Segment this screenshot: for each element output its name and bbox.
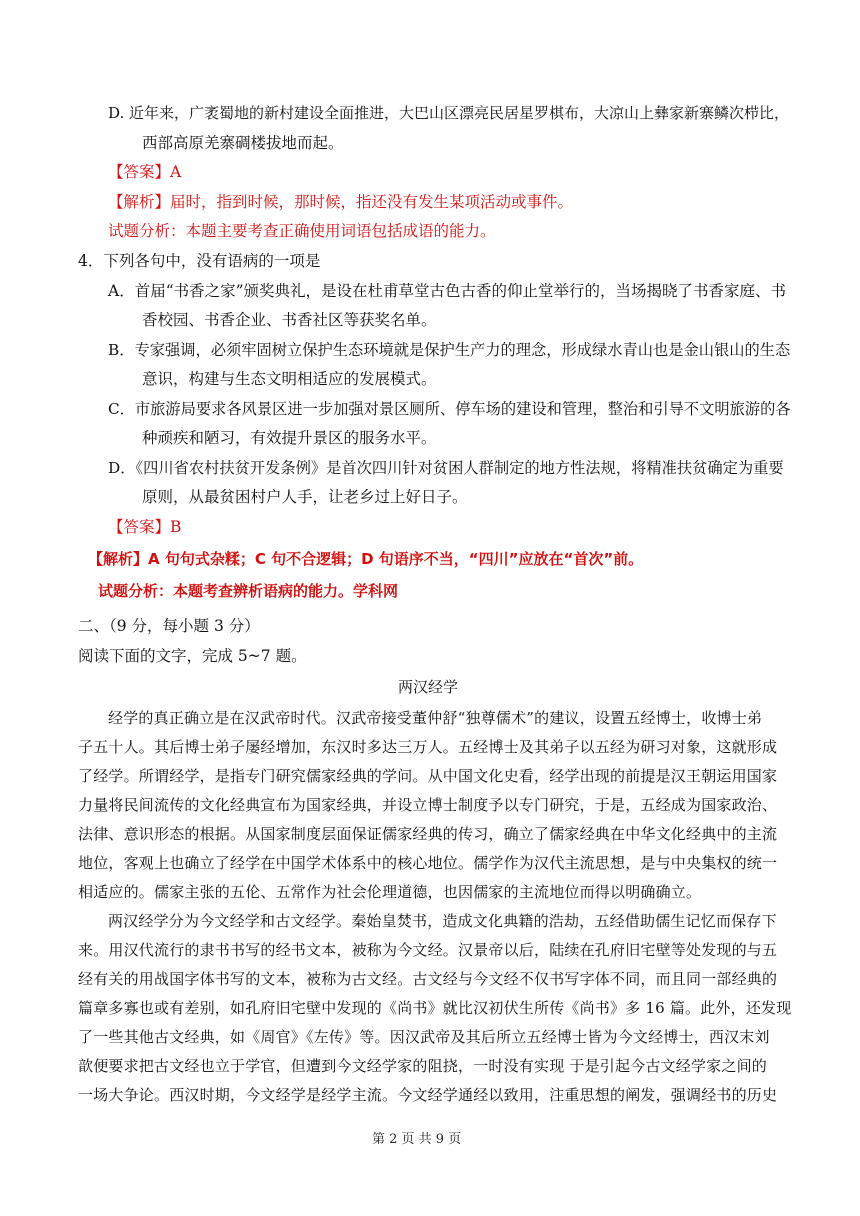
section-heading: 二、（9 分，每小题 3 分） [78, 617, 260, 635]
passage-line: 法律、意识形态的根据。从国家制度层面保证儒家经典的传习，确立了儒家经典在中华文化经典中的主流 [78, 825, 778, 843]
q4-option-b-line2: 意识，构建与生态文明相适应的发展模式。 [142, 370, 437, 388]
passage-line: 子五十人。其后博士弟子屡经增加，东汉时多达三万人。五经博士及其弟子以五经为研习对象，这就形成 [78, 738, 778, 756]
page-number: 第 2 页 共 9 页 [372, 1132, 462, 1147]
passage-line: 相适应的。儒家主张的五伦、五常作为社会伦理道德，也因儒家的主流地位而得以明确确立。 [78, 883, 702, 901]
q3-test-analysis: 试题分析：本题主要考查正确使用词语包括成语的能力。 [108, 222, 496, 240]
q3-option-d-line2: 西部高原羌寨碉楼拔地而起。 [142, 134, 344, 152]
passage-line: 力量将民间流传的文化经典宣布为国家经典，并设立博士制度予以专门研究，于是，五经成为国家政治、 [78, 796, 778, 814]
q4-option-a-line1: A．首届“书香之家”颁奖典礼，是设在杜甫草堂古色古香的仰止堂举行的，当场揭晓了书香家庭、书 [108, 282, 787, 300]
q4-option-b-line1: B．专家强调，必须牢固树立保护生态环境就是保护生产力的理念，形成绿水青山也是金山银山的生态 [108, 341, 791, 359]
q4-question: 4．下列各句中，没有语病的一项是 [78, 252, 321, 270]
passage-line: 了一些其他古文经典，如《周官》《左传》等。因汉武帝及其后所立五经博士皆为今文经博士，西汉末刘 [78, 1028, 770, 1046]
q4-option-c-line1: C．市旅游局要求各风景区进一步加强对景区厕所、停车场的建设和管理，整治和引导不文明旅游的各 [108, 400, 791, 418]
passage-line: 两汉经学分为今文经学和古文经学。秦始皇焚书，造成文化典籍的浩劫，五经借助儒生记忆而保存下 [108, 912, 777, 930]
passage-line: 经学的真正确立是在汉武帝时代。汉武帝接受董仲舒“独尊儒术”的建议，设置五经博士，收博士弟 [108, 709, 763, 727]
q4-analysis: 【解析】A 句句式杂糅；C 句不合逻辑；D 句语序不当，“四川”应放在“首次”前。 [88, 550, 644, 568]
passage-line: 地位，客观上也确立了经学在中国学术体系中的核心地位。儒学作为汉代主流思想，是与中央集权的统一 [78, 854, 778, 872]
q4-option-d-line2: 原则，从最贫困村户人手，让老乡过上好日子。 [142, 488, 468, 506]
passage-line: 来。用汉代流行的隶书书写的经书文本，被称为今文经。汉景帝以后，陆续在孔府旧宅壁等处发现的与五 [78, 941, 778, 959]
passage-line: 了经学。所谓经学，是指专门研究儒家经典的学问。从中国文化史看，经学出现的前提是汉王朝运用国家 [78, 767, 778, 785]
q3-answer: 【答案】A [108, 163, 182, 181]
passage-line: 篇章多寡也或有差别，如孔府旧宅壁中发现的《尚书》就比汉初伏生所传《尚书》多 16 篇。此外，还发现 [78, 999, 792, 1017]
q4-answer: 【答案】B [108, 518, 182, 536]
q4-option-a-line2: 香校园、书香企业、书香社区等获奖名单。 [142, 311, 437, 329]
q4-test-analysis: 试题分析：本题考查辨析语病的能力。学科网 [98, 582, 399, 600]
q4-option-d-line1: D．《四川省农村扶贫开发条例》是首次四川针对贫困人群制定的地方性法规，将精准扶贫确定为重要 [108, 459, 784, 477]
q3-analysis: 【解析】届时，指到时候，那时候，指还没有发生某项活动或事件。 [108, 193, 574, 211]
passage-line: 歆便要求把古文经也立于学官，但遭到今文经学家的阻挠，一时没有实现 于是引起今古文经学家之间的 [78, 1057, 767, 1075]
passage-line: 经有关的用战国字体书写的文本，被称为古文经。古文经与今文经不仅书写字体不同，而且同一部经典的 [78, 970, 778, 988]
q3-option-d-line1: D. 近年来，广袤蜀地的新村建设全面推进，大巴山区漂亮民居星罗棋布，大凉山上彝家新寨鳞次栉比， [108, 104, 790, 122]
reading-instruction: 阅读下面的文字，完成 5~7 题。 [78, 647, 307, 665]
passage-title: 两汉经学 [398, 678, 459, 696]
passage-line: 一场大争论。西汉时期，今文经学是经学主流。今文经学通经以致用，注重思想的阐发，强调经书的历史 [78, 1086, 778, 1104]
q4-option-c-line2: 种顽疾和陋习，有效提升景区的服务水平。 [142, 429, 437, 447]
